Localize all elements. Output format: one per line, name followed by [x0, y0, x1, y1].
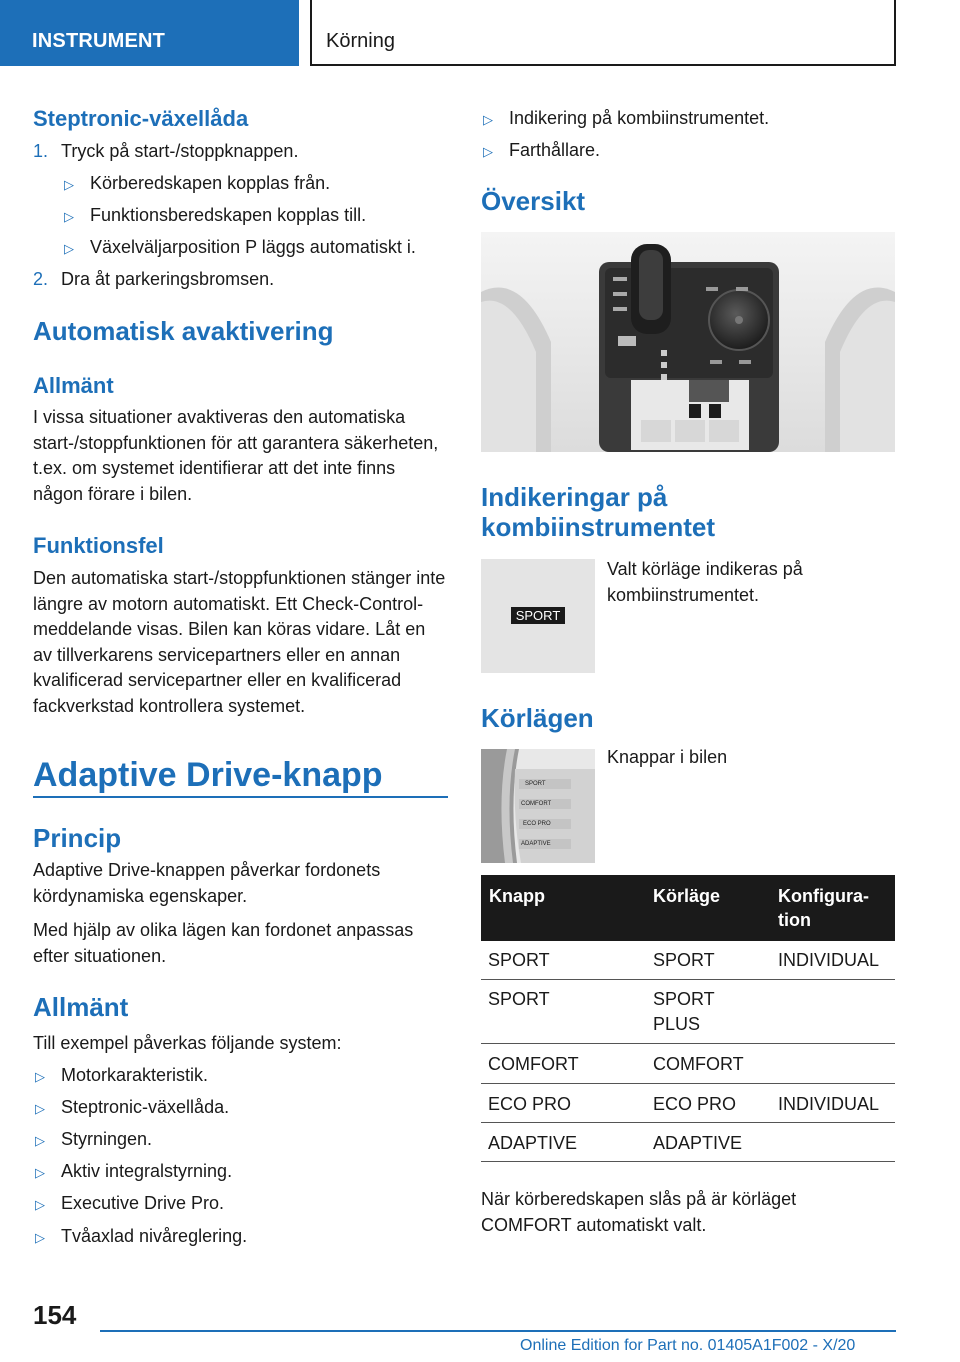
chapter-label: Körning	[326, 30, 395, 52]
triangle-bullet-icon: ▷	[483, 112, 493, 127]
table-cell: SPORT	[488, 989, 550, 1009]
table-row-divider	[481, 1043, 895, 1044]
table-row-divider	[481, 1083, 895, 1084]
section-label: INSTRUMENT	[32, 30, 166, 52]
table-row-divider	[481, 979, 895, 980]
footnote-paragraph: När körberedskapen slås på är körläget COMFORT automatiskt valt.	[481, 1189, 797, 1235]
principle-heading: Princip	[33, 823, 122, 853]
list-item: Styrningen.	[61, 1129, 153, 1149]
table-header-cell: Knapp	[489, 886, 545, 906]
adaptive-drive-heading: Adaptive Drive-knapp	[33, 756, 383, 794]
modes-paragraph: Knappar i bilen	[607, 747, 728, 767]
triangle-bullet-icon: ▷	[35, 1133, 45, 1148]
table-cell: ECO PRO	[488, 1094, 572, 1114]
center-console-image	[481, 232, 895, 452]
step-number: 1.	[33, 141, 49, 161]
auto-off-heading: Automatisk avaktivering	[33, 316, 334, 346]
triangle-bullet-icon: ▷	[35, 1165, 45, 1180]
heading-rule	[33, 796, 448, 798]
table-header-cell: Konfigura- tion	[778, 886, 869, 930]
mode-button-label: SPORT	[525, 781, 546, 787]
triangle-bullet-icon: ▷	[483, 144, 493, 159]
table-cell: SPORT	[488, 950, 550, 970]
list-item: Funktionsberedskapen kopplas till.	[90, 205, 367, 225]
triangle-bullet-icon: ▷	[35, 1069, 45, 1084]
sport-badge-label: SPORT	[515, 608, 561, 623]
section-tab	[0, 0, 299, 66]
sport-indicator-image	[481, 559, 595, 673]
modes-heading: Körlägen	[481, 703, 594, 733]
table-cell: ECO PRO	[653, 1094, 737, 1114]
list-item: Körberedskapen kopplas från.	[90, 173, 331, 193]
table-header	[481, 875, 895, 941]
edition-text: Online Edition for Part no. 01405A1F002 - X/20	[520, 1337, 856, 1354]
table-cell: INDIVIDUAL	[778, 950, 880, 970]
list-item: Steptronic-växellåda.	[61, 1097, 230, 1117]
triangle-bullet-icon: ▷	[64, 177, 74, 192]
overview-heading: Översikt	[481, 186, 586, 216]
table-cell: COMFORT	[653, 1054, 744, 1074]
triangle-bullet-icon: ▷	[64, 241, 74, 256]
step-text: Dra åt parkeringsbromsen.	[61, 269, 275, 289]
table-header-cell: Körläge	[653, 886, 721, 906]
list-item: Växelväljarposition P läggs automatiskt i.	[90, 237, 416, 257]
list-item: Farthållare.	[509, 140, 601, 160]
principle-paragraph: Med hjälp av olika lägen kan fordonet anpassas efter situationen.	[33, 920, 414, 966]
triangle-bullet-icon: ▷	[64, 209, 74, 224]
table-cell: ADAPTIVE	[653, 1133, 743, 1153]
triangle-bullet-icon: ▷	[35, 1230, 45, 1245]
footer-rule	[100, 1330, 896, 1332]
triangle-bullet-icon: ▷	[35, 1197, 45, 1212]
step-number: 2.	[33, 269, 49, 289]
table-cell: SPORT	[653, 950, 715, 970]
table-cell: INDIVIDUAL	[778, 1094, 880, 1114]
list-item: Motorkarakteristik.	[61, 1065, 209, 1085]
indications-heading-line2: kombiinstrumentet	[481, 512, 716, 542]
list-item: Indikering på kombiinstrumentet.	[509, 108, 770, 128]
page-number: 154	[33, 1300, 77, 1330]
table-cell: COMFORT	[488, 1054, 579, 1074]
indications-paragraph: Valt körläge indikeras på kombiinstrumentet.	[607, 559, 803, 605]
triangle-bullet-icon: ▷	[35, 1101, 45, 1116]
general-intro: Till exempel påverkas följande system:	[33, 1033, 342, 1053]
general-subheading: Allmänt	[33, 373, 114, 398]
step-text: Tryck på start-/stoppknappen.	[61, 141, 299, 161]
mode-buttons-image	[481, 749, 595, 863]
table-cell: SPORT PLUS	[653, 989, 715, 1034]
mode-button-label: ECO PRO	[523, 821, 551, 827]
principle-paragraph: Adaptive Drive-knappen påverkar fordonets kördynamiska egenskaper.	[33, 860, 381, 906]
chapter-tab	[310, 0, 896, 66]
mode-button-label: COMFORT	[521, 801, 552, 807]
fault-subheading: Funktionsfel	[33, 533, 164, 558]
mode-button-label: ADAPTIVE	[521, 841, 551, 847]
list-item: Aktiv integralstyrning.	[61, 1161, 233, 1181]
list-item: Tvåaxlad nivåreglering.	[61, 1226, 248, 1246]
general-paragraph: I vissa situationer avaktiveras den automatiska start-/stoppfunktionen för att garantera säkerheten, t.ex. om systemet identifierar att det inte finns någon förare i bilen.	[33, 407, 439, 504]
steptronic-heading: Steptronic-växellåda	[33, 106, 249, 131]
table-row-divider	[481, 1161, 895, 1162]
list-item: Executive Drive Pro.	[61, 1193, 225, 1213]
indications-heading-line1: Indikeringar på	[481, 482, 668, 512]
fault-paragraph: Den automatiska start-/stoppfunktionen stänger inte längre av motorn automatiskt. Ett Check-Control-meddelande visas. Bilen kan köras vidare. Låt en av tillverkarens servicepartners eller en annan kvalificerad servicepartner eller en kvalificerad fackverkstad kontrollera systemet.	[33, 568, 446, 716]
sport-badge	[511, 607, 565, 624]
table-cell: ADAPTIVE	[488, 1133, 578, 1153]
table-row-divider	[481, 1122, 895, 1123]
general-heading: Allmänt	[33, 992, 129, 1022]
